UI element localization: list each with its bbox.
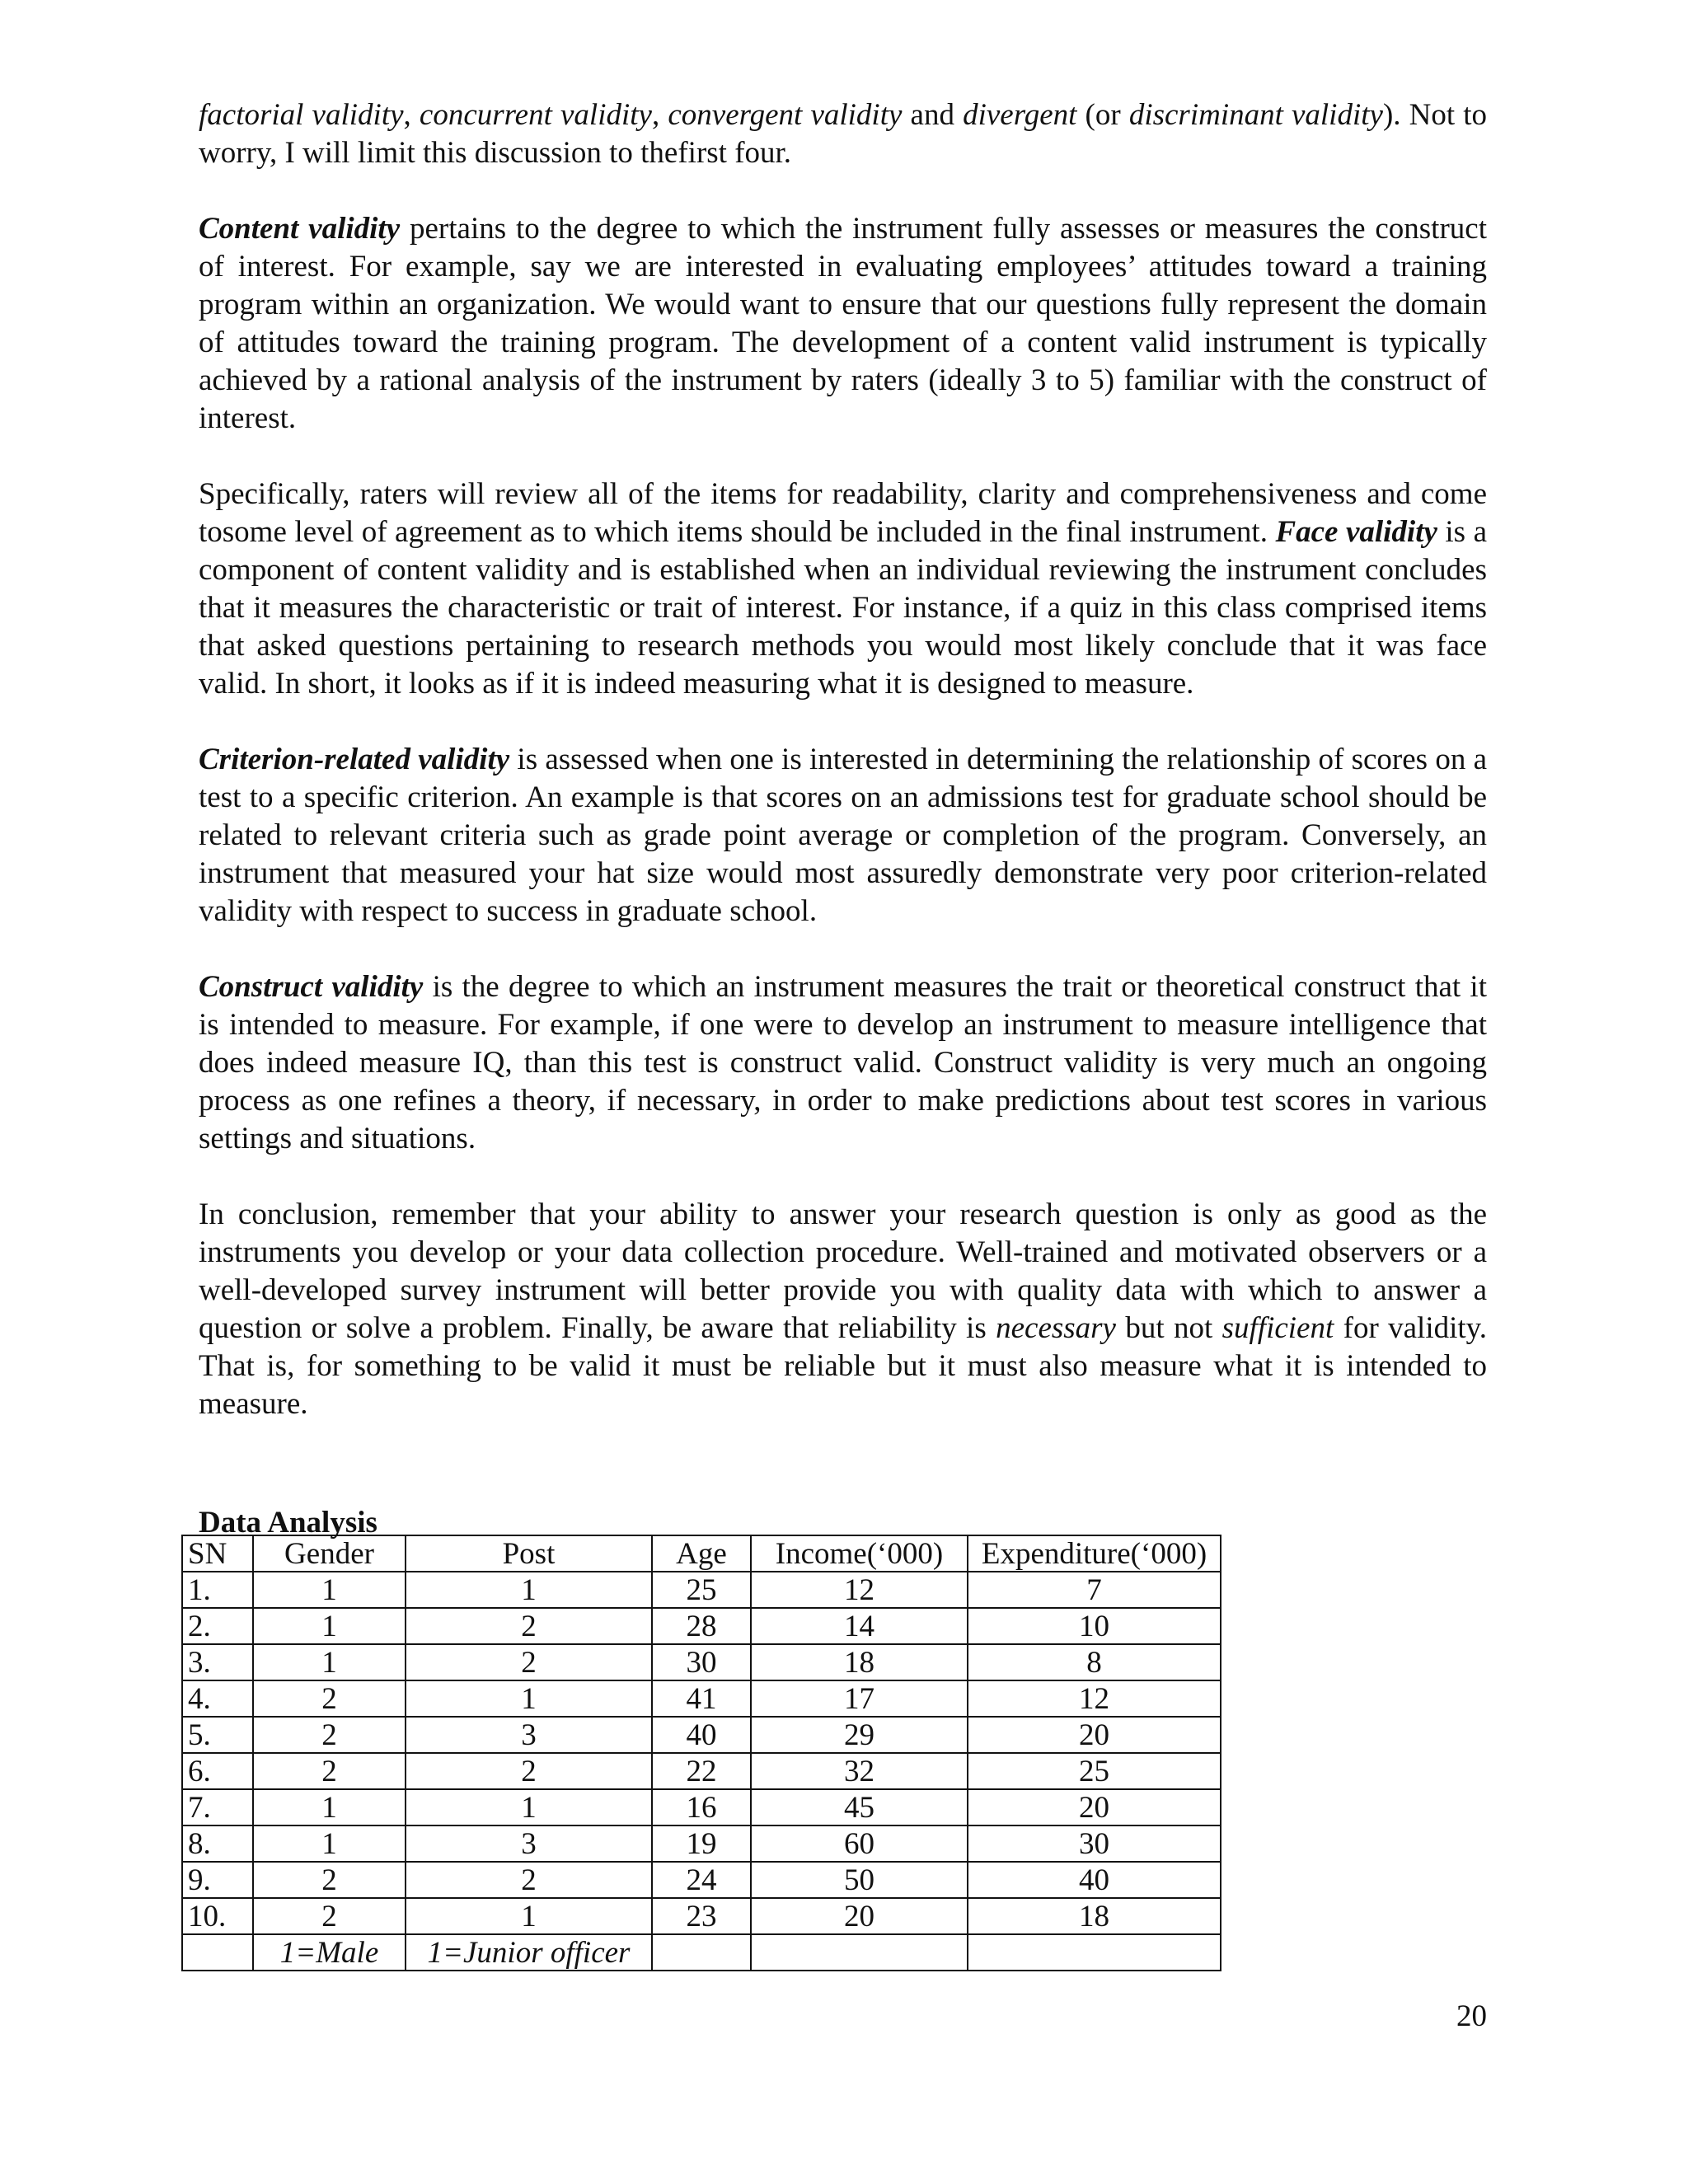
table-cell: 1 [253,1789,406,1825]
table-cell: 1 [253,1825,406,1862]
table-cell: 4. [182,1680,253,1717]
table-cell: 50 [751,1862,968,1898]
table-row [182,1717,1221,1753]
table-cell: 1 [406,1898,652,1934]
table-cell-empty [968,1934,1221,1971]
table-cell: 2 [406,1753,652,1789]
table-cell: 1 [253,1644,406,1680]
term-discriminant-validity: discriminant validity [1128,98,1383,132]
table-cell: 40 [652,1717,751,1753]
table-cell: 40 [968,1862,1221,1898]
heading-criterion-related-validity: Criterion-related validity [199,743,510,776]
table-cell: 25 [652,1572,751,1608]
table-cell: 1 [253,1572,406,1608]
table-row [182,1753,1221,1789]
table-row [182,1680,1221,1717]
table-cell: 25 [968,1753,1221,1789]
table-cell: 1 [406,1572,652,1608]
table-cell: 10 [968,1608,1221,1644]
table-cell: 7 [968,1572,1221,1608]
table-cell: 7. [182,1789,253,1825]
table-cell: 10. [182,1898,253,1934]
table-cell: 29 [751,1717,968,1753]
table-cell: 3 [406,1825,652,1862]
section-title-data-analysis: Data Analysis [199,1506,377,1540]
table-cell: 18 [968,1898,1221,1934]
table-cell: 2 [253,1753,406,1789]
table-cell: 20 [968,1789,1221,1825]
table-cell: 2 [253,1862,406,1898]
paragraph-criterion-validity: Criterion-related validity is assessed when one is interested in determining the relationship of scores on a test to a specific criterion. An example is that scores on an admissions test for graduate school should be related to relevant criteria such as grade point average or completion of the program. Conversely, an instrument that measured your hat size would most assuredly demonstrate very poor criterion-related validity with respect to success in graduate school. [199,743,1488,928]
page-number: 20 [1456,1999,1487,2033]
column-header-post: Post [406,1535,652,1572]
table-cell: 32 [751,1753,968,1789]
table-cell: 2 [253,1898,406,1934]
table-cell: 30 [652,1644,751,1680]
table-cell: 17 [751,1680,968,1717]
table-header-row [182,1535,1221,1572]
table-cell: 8. [182,1825,253,1862]
column-header-income: Income(‘000) [751,1535,968,1572]
paragraph-construct-validity: Construct validity is the degree to which an instrument measures the trait or theoretical construct that it is intended to measure. For example, if one were to develop an instrument to measure intelligence that does indeed measure IQ, than this test is construct valid. Construct validity is very much an ongoing process as one refines a theory, if necessary, in order to make predictions about test scores in various settings and situations. [199,970,1487,1155]
table-cell: 14 [751,1608,968,1644]
data-table [181,1535,1221,1971]
table-row [182,1608,1221,1644]
table-cell: 20 [968,1717,1221,1753]
heading-content-validity: Content validity [199,212,401,246]
table-cell: 2 [406,1644,652,1680]
table-cell-empty [652,1934,751,1971]
legend-post: 1=Junior officer [406,1934,652,1971]
table-cell: 2 [253,1680,406,1717]
table-cell: 28 [652,1608,751,1644]
table-cell: 24 [652,1862,751,1898]
table-cell: 1. [182,1572,253,1608]
table-cell: 1 [406,1789,652,1825]
term-factorial-validity: factorial validity [199,98,404,132]
table-cell: 3. [182,1644,253,1680]
paragraph-face-validity: Specifically, raters will review all of the items for readability, clarity and comprehensiveness and come tosome level of agreement as to which items should be included in the final instrument. Face validity is a component of content validity and is established when an individual reviewing the instrument concludes that it measures the characteristic or trait of interest. For instance, if a quiz in this class comprised items that asked questions pertaining to research methods you would most likely conclude that it was face valid. In short, it looks as if it is indeed measuring what it is designed to measure. [199,477,1487,701]
table-cell: 1 [406,1680,652,1717]
heading-face-validity: Face validity [1275,515,1437,549]
table-cell: 8 [968,1644,1221,1680]
term-convergent-validity: convergent validity [668,98,903,132]
paragraph-content-validity: Content validity pertains to the degree to which the instrument fully assesses or measures the construct of interest. For example, say we are interested in evaluating employees’ attitudes toward a training program within an organization. We would want to ensure that our questions fully represent the domain of attitudes toward the training program. The development of a content valid instrument is typically achieved by a rational analysis of the instrument by raters (ideally 3 to 5) familiar with the construct of interest. [199,212,1487,435]
table-legend-row [182,1934,1221,1971]
table-cell: 20 [751,1898,968,1934]
document-body [199,96,1487,1461]
table-cell: 2 [406,1608,652,1644]
table-cell: 2 [253,1717,406,1753]
table-cell: 12 [751,1572,968,1608]
term-necessary: necessary [996,1311,1116,1345]
paragraph-conclusion: In conclusion, remember that your ability to answer your research question is only as good as the instruments you develop or your data collection procedure. Well-trained and motivated observers or a well-developed survey instrument will better provide you with quality data with which to answer a question or solve a problem. Finally, be aware that reliability is necessary but not sufficient for validity. That is, for something to be valid it must be reliable but it must also measure what it is intended to measure. [199,1197,1488,1421]
table-cell: 23 [652,1898,751,1934]
term-concurrent-validity: concurrent validity [419,98,652,132]
table-row [182,1789,1221,1825]
term-divergent: divergent [963,98,1077,132]
table-cell: 41 [652,1680,751,1717]
term-sufficient: sufficient [1221,1311,1334,1345]
heading-construct-validity: Construct validity [199,970,424,1004]
table-cell: 3 [406,1717,652,1753]
table-row [182,1644,1221,1680]
table-cell: 6. [182,1753,253,1789]
column-header-gender: Gender [253,1535,406,1572]
table-cell: 30 [968,1825,1221,1862]
paragraph-validity-types: factorial validity, concurrent validity, convergent validity and divergent (or discriminant validity). Not to worry, I will limit this discussion to thefirst four. [199,98,1488,170]
table-cell: 22 [652,1753,751,1789]
table-row [182,1572,1221,1608]
table-cell: 2 [406,1862,652,1898]
column-header-sn: SN [182,1535,253,1572]
table-cell: 19 [652,1825,751,1862]
column-header-expenditure: Expenditure(‘000) [968,1535,1221,1572]
table-cell: 1 [253,1608,406,1644]
table-cell: 16 [652,1789,751,1825]
table-cell: 12 [968,1680,1221,1717]
table-cell-empty [751,1934,968,1971]
table-row [182,1862,1221,1898]
table-cell: 5. [182,1717,253,1753]
table-cell-empty [182,1934,253,1971]
table-cell: 60 [751,1825,968,1862]
table-cell: 18 [751,1644,968,1680]
legend-gender: 1=Male [253,1934,406,1971]
table-row [182,1825,1221,1862]
column-header-age: Age [652,1535,751,1572]
table-cell: 45 [751,1789,968,1825]
table-row [182,1898,1221,1934]
table-cell: 2. [182,1608,253,1644]
table-cell: 9. [182,1862,253,1898]
